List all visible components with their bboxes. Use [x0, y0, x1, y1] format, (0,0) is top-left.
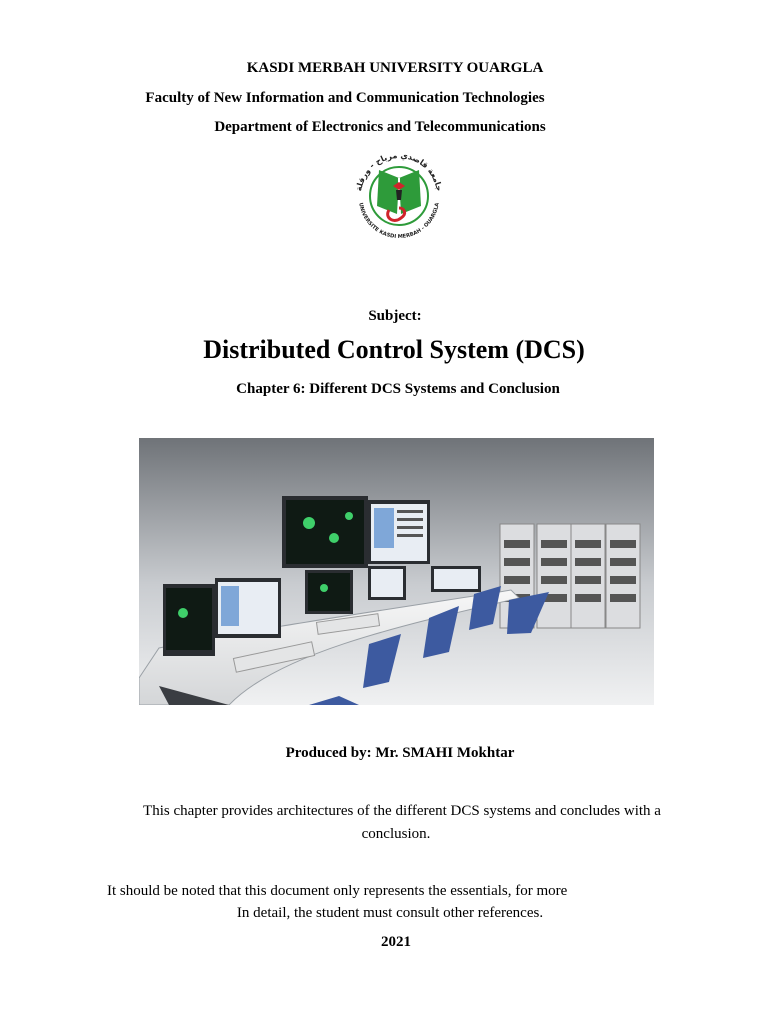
- university-seal-icon: [349, 148, 449, 240]
- dcs-control-room-image: [139, 438, 654, 705]
- description-line-2: conclusion.: [361, 826, 431, 842]
- university-name: KASDI MERBAH UNIVERSITY OUARGLA: [246, 60, 544, 76]
- wall-display-screens: [282, 496, 430, 568]
- svg-text:UNIVERSITE KASDI MERBAH - OUAR: UNIVERSITE KASDI MERBAH - OUARGLA: [357, 202, 441, 240]
- svg-text:جامعة قاصدي مرباح - ورقلة: جامعة قاصدي مرباح - ورقلة: [354, 150, 444, 192]
- subject-label: Subject:: [368, 308, 422, 324]
- note-line-2: In detail, the student must consult other references.: [236, 905, 544, 921]
- publication-year: 2021: [381, 934, 411, 950]
- chapter-title: Chapter 6: Different DCS Systems and Conclusion: [236, 381, 560, 397]
- description-line-1: This chapter provides architectures of the different DCS systems and concludes with a: [143, 803, 661, 819]
- department-name: Department of Electronics and Telecommunications: [214, 119, 546, 135]
- note-line-1: It should be noted that this document only represents the essentials, for more: [107, 883, 568, 899]
- document-title: Distributed Control System (DCS): [203, 335, 585, 364]
- faculty-name: Faculty of New Information and Communication Technologies: [145, 90, 545, 106]
- producer-credit: Produced by: Mr. SMAHI Mokhtar: [285, 745, 515, 761]
